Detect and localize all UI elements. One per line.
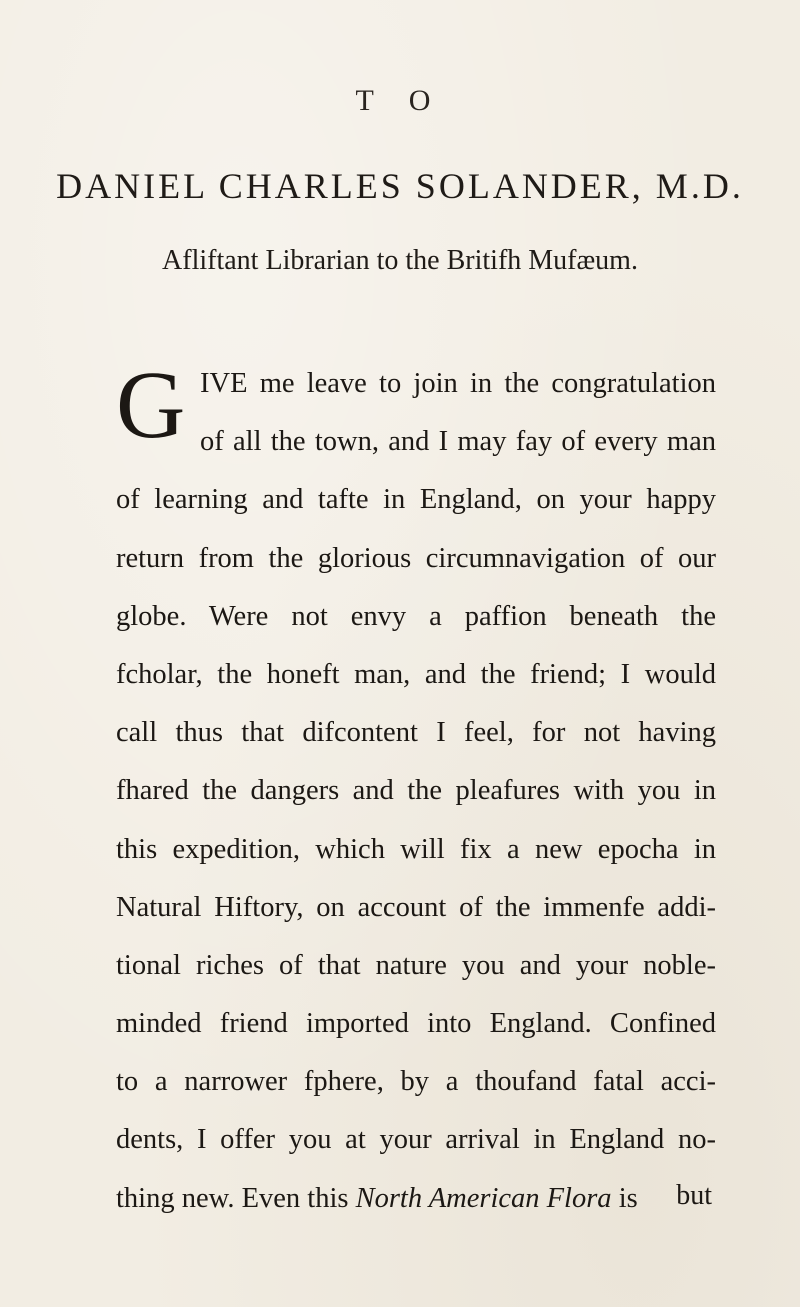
text-line: fhared the dangers and the pleafures with you in: [116, 775, 716, 807]
drop-cap-letter: G: [116, 351, 186, 458]
catchword: but: [676, 1180, 712, 1211]
dedicatee-position: Afliftant Librarian to the Britifh Mufæum.: [162, 245, 638, 276]
text-line: IVE me leave to join in the congratulation: [200, 368, 716, 399]
text-line: tional riches of that nature you and your noble-: [116, 949, 716, 981]
dedication-to-heading: T O: [355, 84, 445, 117]
text-line-last: [116, 1170, 716, 1228]
last-line-end: is: [611, 1182, 638, 1214]
last-line-start: thing new. Even this: [116, 1182, 356, 1214]
text-line: of all the town, and I may fay of every man: [200, 426, 716, 458]
italic-book-title: North American Flora: [355, 1182, 612, 1214]
text-line: this expedition, which will fix a new epocha in: [116, 833, 716, 865]
text-line: of learning and tafte in England, on your happy: [116, 484, 716, 516]
text-line: return from the glorious circumnavigation of our: [116, 542, 716, 574]
text-line: to a narrower fphere, by a thoufand fatal acci-: [116, 1066, 716, 1098]
dedication-body: [116, 351, 716, 1228]
text-line: Natural Hiftory, on account of the immenfe addi-: [116, 891, 716, 923]
dedicatee-name: DANIEL CHARLES SOLANDER, M.D.: [56, 166, 744, 206]
text-line: minded friend imported into England. Confined: [116, 1008, 716, 1040]
text-line: dents, I offer you at your arrival in England no-: [116, 1124, 716, 1156]
text-line: globe. Were not envy a paffion beneath the: [116, 600, 716, 632]
text-line: fcholar, the honeft man, and the friend; I would: [116, 658, 716, 690]
text-line: call thus that difcontent I feel, for not having: [116, 717, 716, 749]
